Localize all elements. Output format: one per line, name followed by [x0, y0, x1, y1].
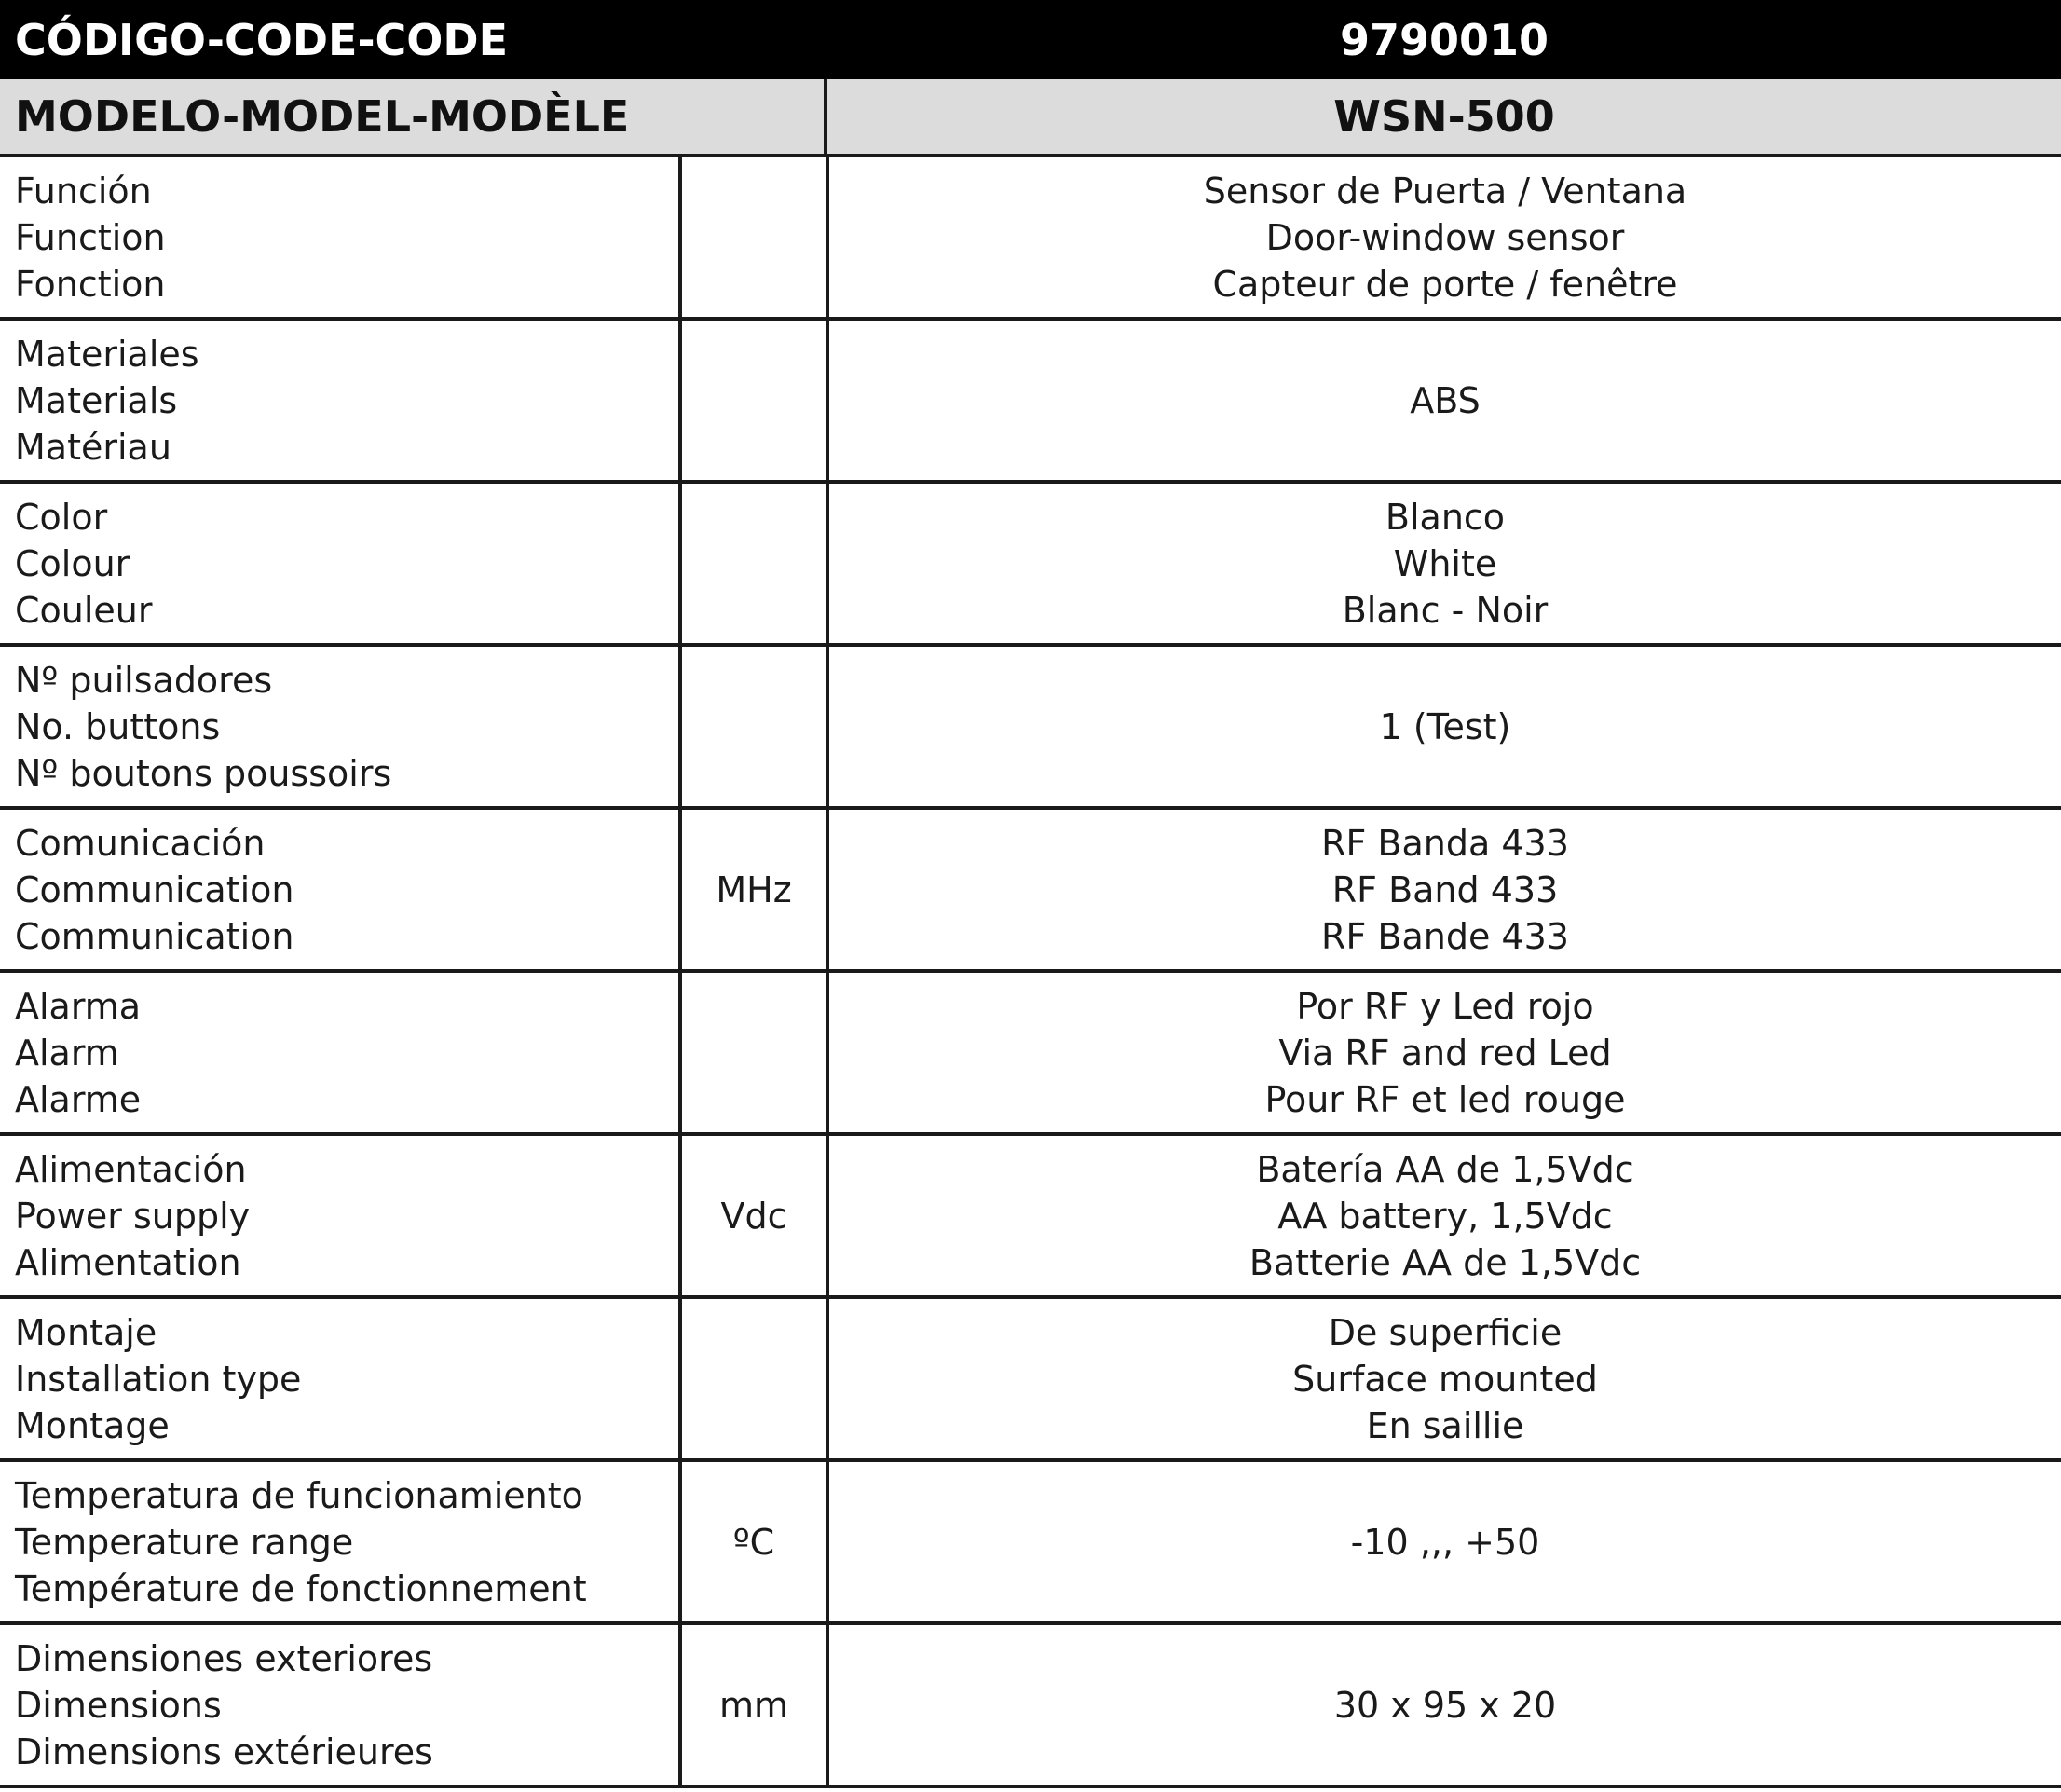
spec-label-cell	[0, 157, 682, 317]
spec-value-cell	[829, 484, 2061, 643]
spec-unit-cell	[682, 1299, 829, 1458]
spec-label-line: Fonction	[15, 263, 166, 305]
spec-label-line: Nº puilsadores	[15, 659, 273, 701]
spec-label-line: Function	[15, 216, 166, 258]
spec-label-line: Color	[15, 496, 108, 538]
spec-value-cell	[829, 321, 2061, 480]
spec-value-cell	[829, 1136, 2061, 1295]
spec-label-line: Alimentación	[15, 1148, 247, 1190]
spec-value-line: Sensor de Puerta / Ventana	[1203, 170, 1687, 212]
spec-unit-cell	[682, 1136, 829, 1295]
spec-value-line	[1440, 1566, 1451, 1612]
spec-label-line: Montaje	[15, 1311, 157, 1353]
spec-label-line: Power supply	[15, 1195, 251, 1237]
spec-unit: Vdc	[720, 1195, 787, 1237]
spec-value-line: 30 x 95 x 20	[1333, 1684, 1557, 1726]
spec-value-line: 1 (Test)	[1379, 705, 1511, 747]
spec-label-line: Colour	[15, 542, 130, 584]
spec-value-line: White	[1393, 542, 1497, 584]
spec-label-line: Función	[15, 170, 152, 212]
spec-row	[0, 1462, 2061, 1625]
spec-unit: mm	[718, 1684, 789, 1726]
spec-label-line: Temperature range	[15, 1521, 354, 1563]
spec-value-line: Batterie AA de 1,5Vdc	[1249, 1241, 1642, 1283]
spec-value-cell	[829, 1299, 2061, 1458]
spec-label-cell	[0, 321, 682, 480]
spec-label-line: Température de fonctionnement	[15, 1567, 587, 1609]
spec-label-line: Dimensions extérieures	[15, 1730, 433, 1772]
spec-label-line: Alarma	[15, 985, 142, 1027]
spec-label-line: Comunicación	[15, 822, 266, 864]
spec-row	[0, 157, 2061, 321]
spec-value-line: De superficie	[1328, 1311, 1563, 1353]
spec-value-cell	[829, 157, 2061, 317]
spec-value-cell	[829, 973, 2061, 1132]
spec-value-line	[1440, 1729, 1451, 1775]
spec-value-line	[1440, 1635, 1451, 1682]
spec-unit-cell	[682, 321, 829, 480]
spec-value-line	[1440, 1472, 1451, 1519]
spec-label-cell	[0, 484, 682, 643]
spec-value-line	[1440, 750, 1451, 797]
spec-table	[0, 157, 2061, 1788]
spec-value-cell	[829, 1462, 2061, 1621]
spec-unit-cell	[682, 973, 829, 1132]
spec-label-cell	[0, 810, 682, 969]
spec-value-line: ABS	[1410, 379, 1481, 421]
spec-row	[0, 321, 2061, 484]
spec-value-cell	[829, 647, 2061, 806]
spec-value-line	[1440, 424, 1451, 471]
spec-label-line: Installation type	[15, 1358, 302, 1400]
spec-label-line: Materials	[15, 379, 178, 421]
spec-row	[0, 647, 2061, 810]
spec-label-cell	[0, 1136, 682, 1295]
spec-value-line: Batería AA de 1,5Vdc	[1256, 1148, 1634, 1190]
spec-value-line: Door-window sensor	[1265, 216, 1625, 258]
spec-label-line: Montage	[15, 1404, 170, 1446]
spec-label-line: Communication	[15, 869, 294, 910]
spec-label-line: No. buttons	[15, 705, 221, 747]
spec-unit-cell	[682, 1625, 829, 1785]
spec-label-line: Nº boutons poussoirs	[15, 752, 392, 794]
spec-label-line: Alarme	[15, 1078, 142, 1120]
spec-value-line	[1440, 657, 1451, 704]
spec-label-line: Alimentation	[15, 1241, 241, 1283]
spec-unit-cell	[682, 157, 829, 317]
spec-label-line: Temperatura de funcionamiento	[15, 1474, 583, 1516]
spec-value-cell	[829, 1625, 2061, 1785]
spec-row	[0, 484, 2061, 647]
spec-label-cell	[0, 1299, 682, 1458]
spec-label-line: Alarm	[15, 1032, 119, 1074]
spec-value-line: En saillie	[1366, 1404, 1524, 1446]
spec-label-cell	[0, 1462, 682, 1621]
code-label: CÓDIGO-CODE-CODE	[15, 14, 508, 65]
spec-unit-cell	[682, 647, 829, 806]
spec-value-line: Surface mounted	[1292, 1358, 1598, 1400]
spec-value-line: AA battery, 1,5Vdc	[1277, 1195, 1613, 1237]
model-value: WSN-500	[1333, 91, 1555, 142]
spec-unit-cell	[682, 484, 829, 643]
spec-label-cell	[0, 647, 682, 806]
spec-row	[0, 973, 2061, 1136]
spec-label-line: Matériau	[15, 426, 171, 468]
spec-row	[0, 1299, 2061, 1462]
spec-label-line: Communication	[15, 915, 294, 957]
code-header-row	[0, 0, 2061, 79]
spec-value-cell	[829, 810, 2061, 969]
spec-unit: MHz	[716, 869, 792, 910]
spec-label-cell	[0, 1625, 682, 1785]
spec-label-line: Couleur	[15, 589, 153, 631]
spec-row	[0, 1625, 2061, 1788]
spec-value-line: -10 ,,, +50	[1350, 1521, 1540, 1563]
spec-label-cell	[0, 973, 682, 1132]
spec-value-line: Blanc - Noir	[1342, 589, 1549, 631]
spec-value-line: RF Band 433	[1331, 869, 1559, 910]
spec-unit-cell	[682, 1462, 829, 1621]
spec-value-line: Via RF and red Led	[1278, 1032, 1612, 1074]
spec-value-line: Por RF y Led rojo	[1296, 985, 1594, 1027]
spec-label-line: Materiales	[15, 333, 199, 375]
spec-value-line	[1440, 331, 1451, 377]
spec-value-line: Pour RF et led rouge	[1264, 1078, 1626, 1120]
model-label: MODELO-MODEL-MODÈLE	[0, 79, 827, 154]
spec-label-line: Dimensions	[15, 1684, 222, 1726]
code-value: 9790010	[1339, 14, 1549, 65]
spec-value-line: RF Banda 433	[1321, 822, 1569, 864]
spec-value-line: Blanco	[1385, 496, 1506, 538]
spec-unit: ºC	[732, 1521, 775, 1563]
spec-value-line: RF Bande 433	[1321, 915, 1569, 957]
spec-row	[0, 1136, 2061, 1299]
spec-unit-cell	[682, 810, 829, 969]
spec-value-line: Capteur de porte / fenêtre	[1212, 263, 1678, 305]
spec-label-line: Dimensiones exteriores	[15, 1637, 433, 1679]
model-header-row	[0, 79, 2061, 157]
spec-row	[0, 810, 2061, 973]
